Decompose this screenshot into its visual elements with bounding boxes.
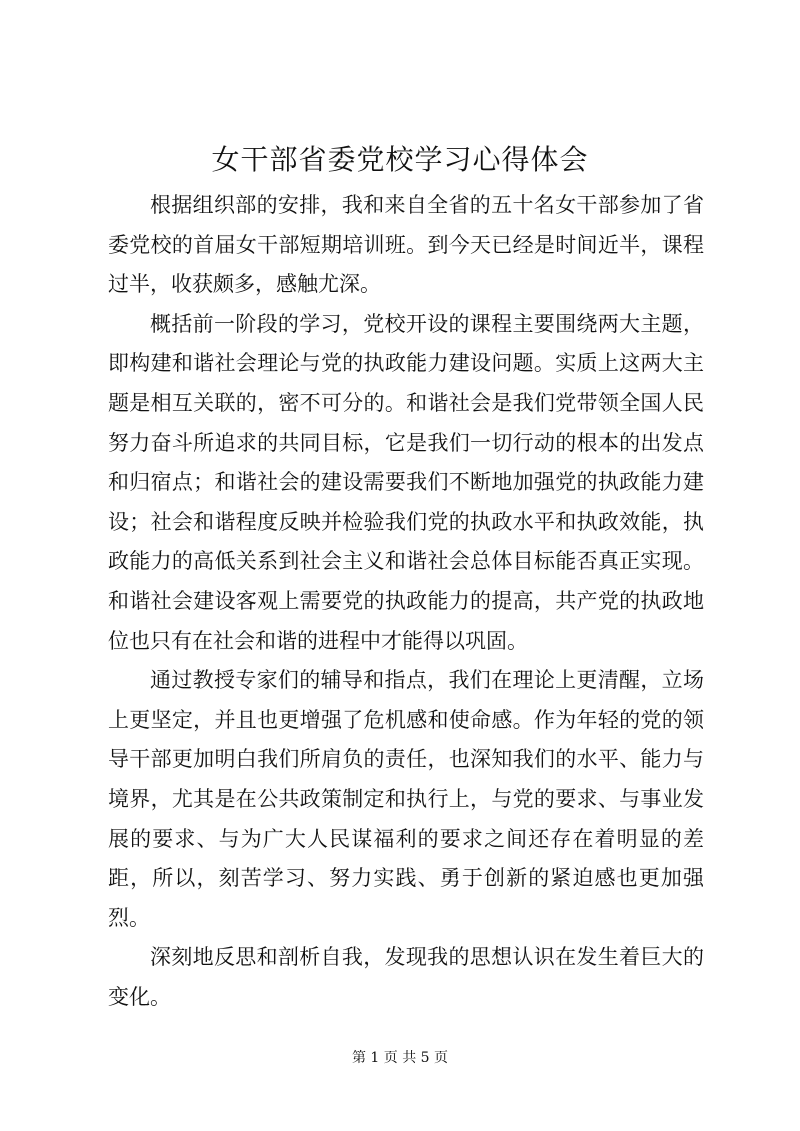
paragraph: 根据组织部的安排，我和来自全省的五十名女干部参加了省委党校的首届女干部短期培训班。到今天已经是时间近半，课程过半，收获颇多，感触尤深。: [108, 193, 704, 297]
document-body: [108, 186, 704, 1017]
paragraph: 深刻地反思和剖析自我，发现我的思想认识在发生着巨大的变化。: [108, 945, 704, 1009]
document-title: 女干部省委党校学习心得体会: [211, 143, 589, 176]
paragraph: 通过教授专家们的辅导和指点，我们在理论上更清醒，立场上更坚定，并且也更增强了危机感和使命感。作为年轻的党的领导干部更加明白我们所肩负的责任，也深知我们的水平、能力与境界，尤其是在公共政策制定和执行上，与党的要求、与事业发展的要求、与为广大人民谋福利的要求之间还存在着明显的差距，所以，刻苦学习、努力实践、勇于创新的紧迫感也更加强烈。: [108, 668, 704, 930]
page-footer: 第 1 页 共 5 页: [351, 1050, 449, 1066]
paragraph: 概括前一阶段的学习，党校开设的课程主要围绕两大主题，即构建和谐社会理论与党的执政能力建设问题。实质上这两大主题是相互关联的，密不可分的。和谐社会是我们党带领全国人民努力奋斗所追求的共同目标，它是我们一切行动的根本的出发点和归宿点；和谐社会的建设需要我们不断地加强党的执政能力建设；社会和谐程度反映并检验我们党的执政水平和执政效能，执政能力的高低关系到社会主义和谐社会总体目标能否真正实现。和谐社会建设客观上需要党的执政能力的提高，共产党的执政地位也只有在社会和谐的进程中才能得以巩固。: [108, 311, 704, 653]
